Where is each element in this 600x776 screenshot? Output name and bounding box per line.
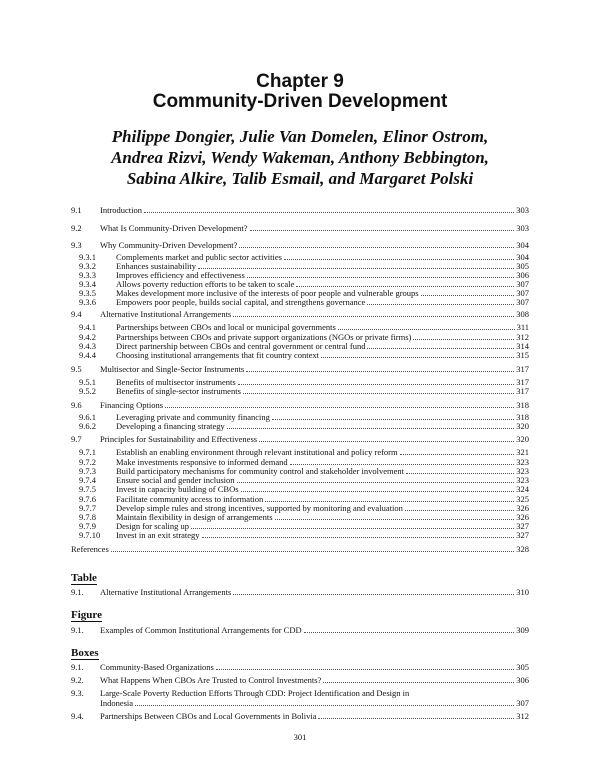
dot-leader <box>304 632 515 633</box>
entry-page: 317 <box>516 386 529 396</box>
entry-title: Allows poverty reduction efforts to be taken to scale <box>116 279 295 289</box>
entry-number: 9.2. <box>71 675 84 685</box>
entry-page: 312 <box>516 711 529 721</box>
dot-leader <box>135 698 514 706</box>
dot-leader <box>216 669 514 670</box>
dot-leader <box>323 682 514 683</box>
toc-entry[interactable] <box>71 223 529 233</box>
entry-title: Partnerships between CBOs and local or municipal governments <box>116 322 336 332</box>
entry-page: 307 <box>516 698 529 708</box>
dot-leader <box>191 528 514 529</box>
entry-number: 9.7.1 <box>79 447 96 457</box>
entry-page: 307 <box>516 279 529 289</box>
dot-leader <box>165 407 514 408</box>
chapter-label: Chapter 9 <box>256 71 344 92</box>
entry-number: 9.3.4 <box>79 279 96 289</box>
entry-number: 9.7.6 <box>79 494 96 504</box>
dot-leader <box>367 304 514 305</box>
entry-page: 304 <box>516 240 529 250</box>
table-list-heading: Table <box>71 572 97 584</box>
authors-line: Andrea Rizvi, Wendy Wakeman, Anthony Bebbington, <box>111 148 489 167</box>
entry-title: Benefits of multisector instruments <box>116 377 236 387</box>
entry-title-continued: Indonesia <box>100 698 134 708</box>
entry-title: Establish an enabling environment through relevant institutional and policy reform <box>116 447 398 457</box>
entry-title: Improves efficiency and effectiveness <box>116 270 245 280</box>
toc-entry[interactable] <box>71 322 529 332</box>
entry-number: 9.5.1 <box>79 377 96 387</box>
entry-number: 9.7 <box>71 434 82 444</box>
entry-number: 9.5 <box>71 364 82 374</box>
entry-page: 323 <box>516 475 529 485</box>
dot-leader <box>275 519 515 520</box>
entry-number: 9.3.5 <box>79 288 96 298</box>
dot-leader <box>241 491 515 492</box>
entry-number: 9.3.1 <box>79 252 96 262</box>
entry-number: 9.3.6 <box>79 297 96 307</box>
dot-leader <box>284 259 514 260</box>
entry-page: 317 <box>516 364 529 374</box>
entry-number: 9.7.9 <box>79 521 96 531</box>
entry-title: Principles for Sustainability and Effectiveness <box>100 434 258 444</box>
entry-number: 9.5.2 <box>79 386 96 396</box>
dot-leader <box>227 428 514 429</box>
entry-page: 323 <box>516 466 529 476</box>
entry-title: Financing Options <box>100 400 164 410</box>
entry-page: 305 <box>516 261 529 271</box>
entry-page: 323 <box>516 457 529 467</box>
entry-number: 9.1. <box>71 662 84 672</box>
entry-title: Invest in capacity building of CBOs <box>116 484 239 494</box>
entry-page: 311 <box>516 322 529 332</box>
entry-title: Community-Based Organizations <box>100 662 214 672</box>
authors-block <box>0 126 600 189</box>
dot-leader <box>239 247 514 248</box>
toc-entry[interactable] <box>71 364 529 374</box>
dot-leader <box>290 464 515 465</box>
entry-number: 9.4. <box>71 711 84 721</box>
entry-page: 303 <box>516 205 529 215</box>
entry-title: Invest in an exit strategy <box>116 530 200 540</box>
entry-page: 304 <box>516 252 529 262</box>
dot-leader <box>321 357 514 358</box>
toc-entry[interactable] <box>71 662 529 672</box>
toc-entry[interactable] <box>71 625 529 635</box>
dot-leader <box>247 277 514 278</box>
entry-number: 9.6.2 <box>79 421 96 431</box>
entry-page: 312 <box>516 332 529 342</box>
entry-page: 328 <box>516 544 529 554</box>
dot-leader <box>296 286 514 287</box>
dot-leader <box>233 594 514 595</box>
entry-title: Make investments responsive to informed demand <box>116 457 288 467</box>
entry-page: 315 <box>516 350 529 360</box>
entry-page: 324 <box>516 484 529 494</box>
entry-page: 308 <box>516 309 529 319</box>
entry-title: References <box>71 544 109 554</box>
dot-leader <box>198 268 514 269</box>
dot-leader <box>246 371 514 372</box>
toc-entry[interactable] <box>71 205 529 215</box>
entry-number: 9.3.2 <box>79 261 96 271</box>
toc-entry[interactable] <box>71 688 529 708</box>
dot-leader <box>421 295 515 296</box>
toc-entry[interactable] <box>71 386 529 396</box>
dot-leader <box>202 537 515 538</box>
chapter-title: Community-Driven Development <box>152 91 448 112</box>
dot-leader <box>144 212 514 213</box>
authors-line: Philippe Dongier, Julie Van Domelen, Elinor Ostrom, <box>111 127 489 146</box>
entry-number: 9.7.2 <box>79 457 96 467</box>
dot-leader <box>259 441 514 442</box>
entry-page: 318 <box>516 400 529 410</box>
entry-title: Empowers poor people, builds social capital, and strengthens governance <box>116 297 366 307</box>
toc-entry[interactable] <box>71 240 529 250</box>
entry-title: Why Community-Driven Development? <box>100 240 238 250</box>
dot-leader <box>250 230 515 231</box>
entry-page: 305 <box>516 662 529 672</box>
entry-page: 306 <box>516 270 529 280</box>
toc-entry[interactable] <box>71 587 529 597</box>
entry-page: 327 <box>516 530 529 540</box>
entry-page: 306 <box>516 675 529 685</box>
entry-number: 9.7.5 <box>79 484 96 494</box>
toc-entry[interactable] <box>71 434 529 444</box>
entry-page: 326 <box>516 503 529 513</box>
entry-page: 307 <box>516 288 529 298</box>
toc-entry[interactable] <box>71 675 529 685</box>
entry-title: Benefits of single-sector instruments <box>116 386 241 396</box>
entry-number: 9.7.8 <box>79 512 96 522</box>
entry-page: 307 <box>516 297 529 307</box>
entry-page: 320 <box>516 421 529 431</box>
entry-page: 326 <box>516 512 529 522</box>
entry-title: Develop simple rules and strong incentives, supported by monitoring and evaluation <box>116 503 403 513</box>
entry-number: 9.7.4 <box>79 475 96 485</box>
dot-leader <box>367 348 514 349</box>
toc-entry[interactable] <box>71 421 529 431</box>
toc-entry[interactable] <box>71 400 529 410</box>
entry-number: 9.2 <box>71 223 82 233</box>
entry-title: Build participatory mechanisms for community control and stakeholder involvement <box>116 466 404 476</box>
entry-title: Developing a financing strategy <box>116 421 225 431</box>
entry-number: 9.3 <box>71 240 82 250</box>
entry-title: Design for scaling up <box>116 521 189 531</box>
toc-entry[interactable] <box>71 297 529 307</box>
entry-number: 9.3.3 <box>79 270 96 280</box>
entry-number: 9.7.7 <box>79 503 96 513</box>
entry-title: Partnerships Between CBOs and Local Governments in Bolivia <box>100 711 317 721</box>
entry-number: 9.7.10 <box>79 530 101 540</box>
entry-number: 9.4 <box>71 309 82 319</box>
entry-title: Maintain flexibility in design of arrangements <box>116 512 273 522</box>
entry-title: Choosing institutional arrangements that fit country context <box>116 350 320 360</box>
entry-title: Leveraging private and community financing <box>116 412 270 422</box>
toc-entry[interactable] <box>71 544 529 554</box>
boxes-list-heading: Boxes <box>71 647 99 659</box>
dot-leader <box>400 454 515 455</box>
toc-entry[interactable] <box>71 350 529 360</box>
figure-list-heading: Figure <box>71 609 102 621</box>
entry-number: 9.7.3 <box>79 466 96 476</box>
entry-number: 9.1. <box>71 587 84 597</box>
dot-leader <box>111 551 514 552</box>
entry-title: Complements market and public sector activities <box>116 252 282 262</box>
entry-title: Direct partnership between CBOs and central government or central fund <box>116 341 366 351</box>
entry-title: Partnerships between CBOs and private support organizations (NGOs or private firms) <box>116 332 412 342</box>
authors-line: Sabina Alkire, Talib Esmail, and Margaret Polski <box>126 169 474 188</box>
entry-number: 9.4.4 <box>79 350 96 360</box>
entry-number: 9.6.1 <box>79 412 96 422</box>
toc-entry[interactable] <box>71 530 529 540</box>
entry-title: Makes development more inclusive of the interests of poor people and vulnerable groups <box>116 288 419 298</box>
toc-entry[interactable] <box>71 484 529 494</box>
toc-entry[interactable] <box>71 309 529 319</box>
page-number: 301 <box>293 732 307 742</box>
entry-page: 321 <box>516 447 529 457</box>
entry-number: 9.1 <box>71 205 82 215</box>
entry-page: 325 <box>516 494 529 504</box>
entry-title: Large-Scale Poverty Reduction Efforts Through CDD: Project Identification and Design in <box>100 688 410 698</box>
entry-title: Examples of Common Institutional Arrangements for CDD <box>100 625 302 635</box>
entry-number: 9.4.2 <box>79 332 96 342</box>
entry-title: Alternative Institutional Arrangements <box>100 309 232 319</box>
entry-page: 320 <box>516 434 529 444</box>
entry-number: 9.4.3 <box>79 341 96 351</box>
dot-leader <box>265 501 514 502</box>
entry-page: 310 <box>516 587 529 597</box>
dot-leader <box>405 510 514 511</box>
entry-page: 318 <box>516 412 529 422</box>
dot-leader <box>406 473 514 474</box>
dot-leader <box>318 718 514 719</box>
dot-leader <box>413 339 514 340</box>
entry-title: Multisector and Single-Sector Instruments <box>100 364 245 374</box>
entry-page: 309 <box>516 625 529 635</box>
entry-page: 314 <box>516 341 529 351</box>
entry-number: 9.3. <box>71 688 84 698</box>
dot-leader <box>238 384 515 385</box>
entry-title: Ensure social and gender inclusion <box>116 475 235 485</box>
dot-leader <box>272 419 514 420</box>
entry-title: Alternative Institutional Arrangements <box>100 587 232 597</box>
dot-leader <box>243 393 514 394</box>
entry-title: Enhances sustainability <box>116 261 197 271</box>
toc-entry[interactable] <box>71 711 529 721</box>
dot-leader <box>233 316 514 317</box>
entry-title: Introduction <box>100 205 143 215</box>
entry-page: 327 <box>516 521 529 531</box>
entry-page: 303 <box>516 223 529 233</box>
entry-title: What Is Community-Driven Development? <box>100 223 248 233</box>
entry-number: 9.6 <box>71 400 82 410</box>
entry-number: 9.1. <box>71 625 84 635</box>
entry-number: 9.4.1 <box>79 322 96 332</box>
dot-leader <box>237 482 515 483</box>
dot-leader <box>338 329 515 330</box>
entry-page: 317 <box>516 377 529 387</box>
entry-title: Facilitate community access to information <box>116 494 264 504</box>
entry-title: What Happens When CBOs Are Trusted to Control Investments? <box>100 675 322 685</box>
toc-entry[interactable] <box>71 447 529 457</box>
